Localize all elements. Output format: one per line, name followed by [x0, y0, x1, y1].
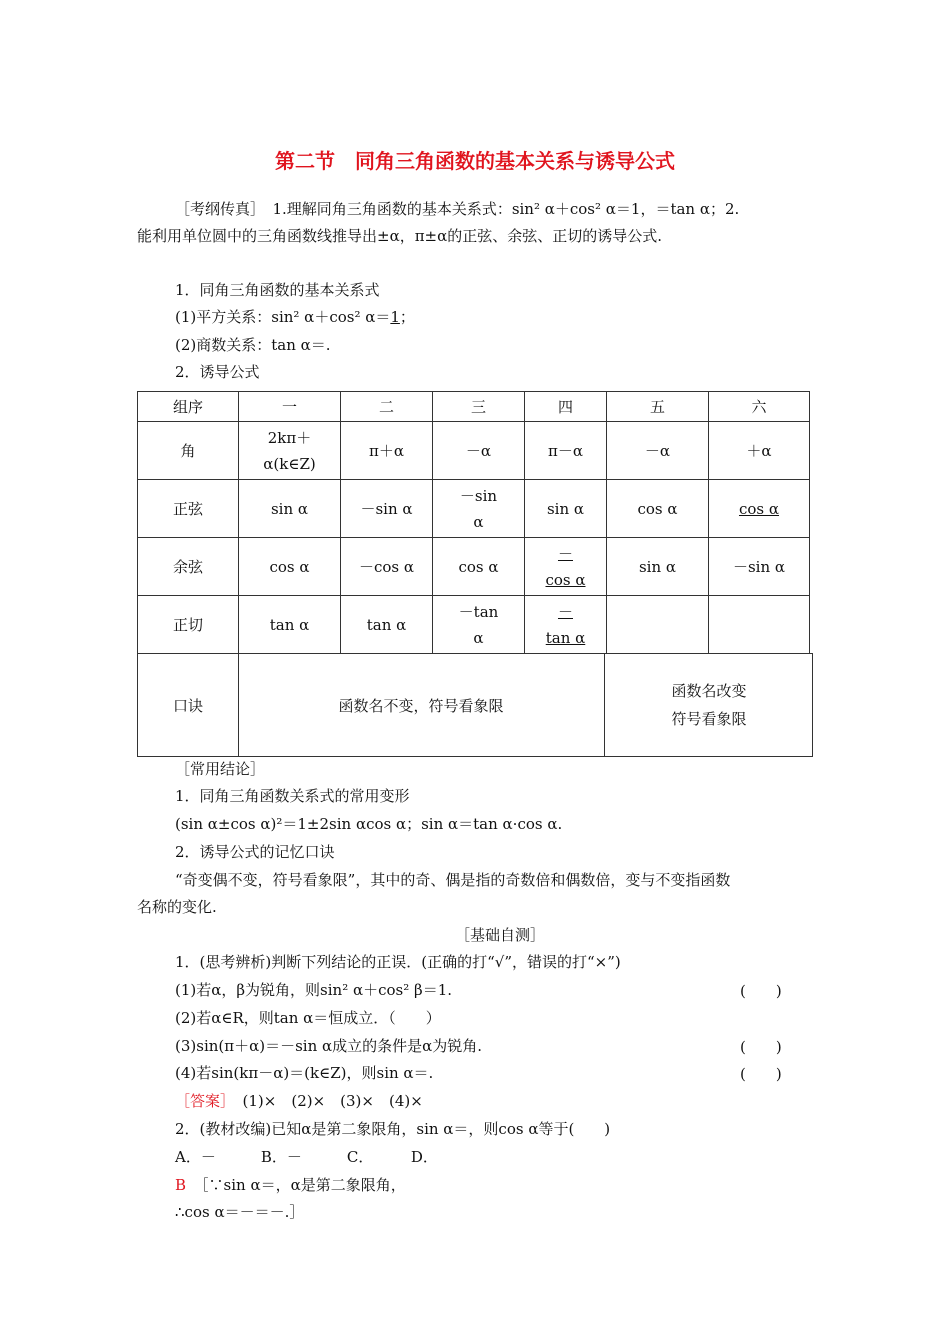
answer-2-line-2: ∴cos α＝－＝－.］: [175, 1203, 305, 1221]
conclusion-2-line-1: “奇变偶不变，符号看象限”，其中的奇、偶是指的奇数倍和偶数倍，变与不变指函数: [175, 871, 731, 889]
table-cell: 2kπ＋ α(k∈Z): [239, 422, 341, 480]
answer-paren: ( ): [740, 1038, 782, 1056]
conclusion-1-formula: (sin α±cos α)²＝1±2sin αcos α；sin α＝tan α·cos α.: [175, 815, 563, 833]
table-cell: cos α: [239, 538, 341, 596]
table-row-label: 正弦: [138, 480, 239, 538]
question-2: 2．(教材改编)已知α是第二象限角，sin α＝，则cos α等于( ): [175, 1120, 611, 1138]
table-header-cell: 一: [239, 392, 341, 422]
conclusions-heading: ［常用结论］: [175, 760, 266, 778]
table-cell: tan α: [341, 596, 433, 654]
table-header-cell: 五: [607, 392, 709, 422]
table-header-cell: 组序: [138, 392, 239, 422]
table-cell: [607, 596, 709, 654]
table-cell: π－α: [525, 422, 607, 480]
table-row-label: 正切: [138, 596, 239, 654]
table-header-cell: 六: [709, 392, 810, 422]
square-relation-text: (1)平方关系：sin² α＋cos² α＝: [175, 308, 391, 326]
answer-1: [175, 1091, 423, 1111]
table-header-cell: 四: [525, 392, 607, 422]
induction-formula-table: [137, 391, 810, 654]
mnemonic-label: 口诀: [138, 654, 239, 756]
table-cell: cos α: [607, 480, 709, 538]
selftest-heading: ［基础自测］: [455, 926, 546, 944]
answer-label: ［答案］: [175, 1092, 228, 1110]
conclusion-2-title: 2．诱导公式的记忆口诀: [175, 843, 335, 861]
mnemonic-change-line-2: 符号看象限: [671, 710, 747, 728]
square-relation-blank: 1: [390, 308, 400, 326]
table-cell: －cos α: [341, 538, 433, 596]
answer-text: (1)× (2)× (3)× (4)×: [242, 1092, 423, 1110]
question-1-2: (2)若α∈R，则tan α＝恒成立．（ ）: [175, 1009, 441, 1027]
table-cell: cos α: [709, 480, 810, 538]
kaogang-line-1: ［考纲传真］ 1.理解同角三角函数的基本关系式：sin² α＋cos² α＝1，＝tan α；2.: [175, 200, 740, 218]
table-cell: －tan α: [433, 596, 525, 654]
table-cell: sin α: [607, 538, 709, 596]
page-title: 第二节 同角三角函数的基本关系与诱导公式: [275, 149, 675, 173]
conclusion-2-line-2: 名称的变化.: [137, 898, 217, 916]
table-cell: ＋α: [709, 422, 810, 480]
answer-paren: ( ): [740, 1065, 782, 1083]
table-cell: π＋α: [341, 422, 433, 480]
table-cell: －sin α: [433, 480, 525, 538]
answer-2: [175, 1175, 406, 1195]
question-1-4: (4)若sin(kπ－α)＝(k∈Z)，则sin α＝.: [175, 1064, 434, 1082]
table-cell: sin α: [239, 480, 341, 538]
table-cell: －sin α: [341, 480, 433, 538]
kaogang-line-2: 能利用单位圆中的三角函数线推导出±α，π±α的正弦、余弦、正切的诱导公式.: [137, 227, 663, 245]
section-2-heading: 2．诱导公式: [175, 363, 260, 381]
table-cell: －α: [433, 422, 525, 480]
mnemonic-change-name: [605, 654, 813, 756]
mnemonic-change-line-1: 函数名改变: [671, 682, 747, 700]
answer-paren: ( ): [740, 982, 782, 1000]
answer-2-letter: B: [175, 1176, 187, 1194]
table-cell: －sin α: [709, 538, 810, 596]
table-cell: －α: [607, 422, 709, 480]
table-cell: tan α: [239, 596, 341, 654]
mnemonic-same-name: 函数名不变，符号看象限: [238, 654, 605, 756]
section-1-heading: 1．同角三角函数的基本关系式: [175, 281, 380, 299]
table-header-cell: 二: [341, 392, 433, 422]
table-row-label: 角: [138, 422, 239, 480]
square-relation-end: ；: [399, 308, 415, 326]
table-cell: － tan α: [525, 596, 607, 654]
table-row-label: 余弦: [138, 538, 239, 596]
question-1: 1．(思考辨析)判断下列结论的正误．(正确的打“√”，错误的打“×”): [175, 953, 621, 971]
quotient-relation: (2)商数关系：tan α＝.: [175, 336, 331, 354]
square-relation: [175, 307, 415, 327]
answer-2-text: ［∵sin α＝，α是第二象限角，: [201, 1176, 406, 1194]
question-2-options: A．－ B．－ C． D．: [175, 1148, 438, 1166]
table-cell: － cos α: [525, 538, 607, 596]
table-header-cell: 三: [433, 392, 525, 422]
table-cell: sin α: [525, 480, 607, 538]
question-1-1: (1)若α，β为锐角，则sin² α＋cos² β＝1.: [175, 981, 453, 999]
mnemonic-row: [137, 653, 813, 757]
question-1-3: (3)sin(π＋α)＝－sin α成立的条件是α为锐角.: [175, 1037, 483, 1055]
table-cell: [709, 596, 810, 654]
conclusion-1-title: 1．同角三角函数关系式的常用变形: [175, 787, 410, 805]
table-cell: cos α: [433, 538, 525, 596]
